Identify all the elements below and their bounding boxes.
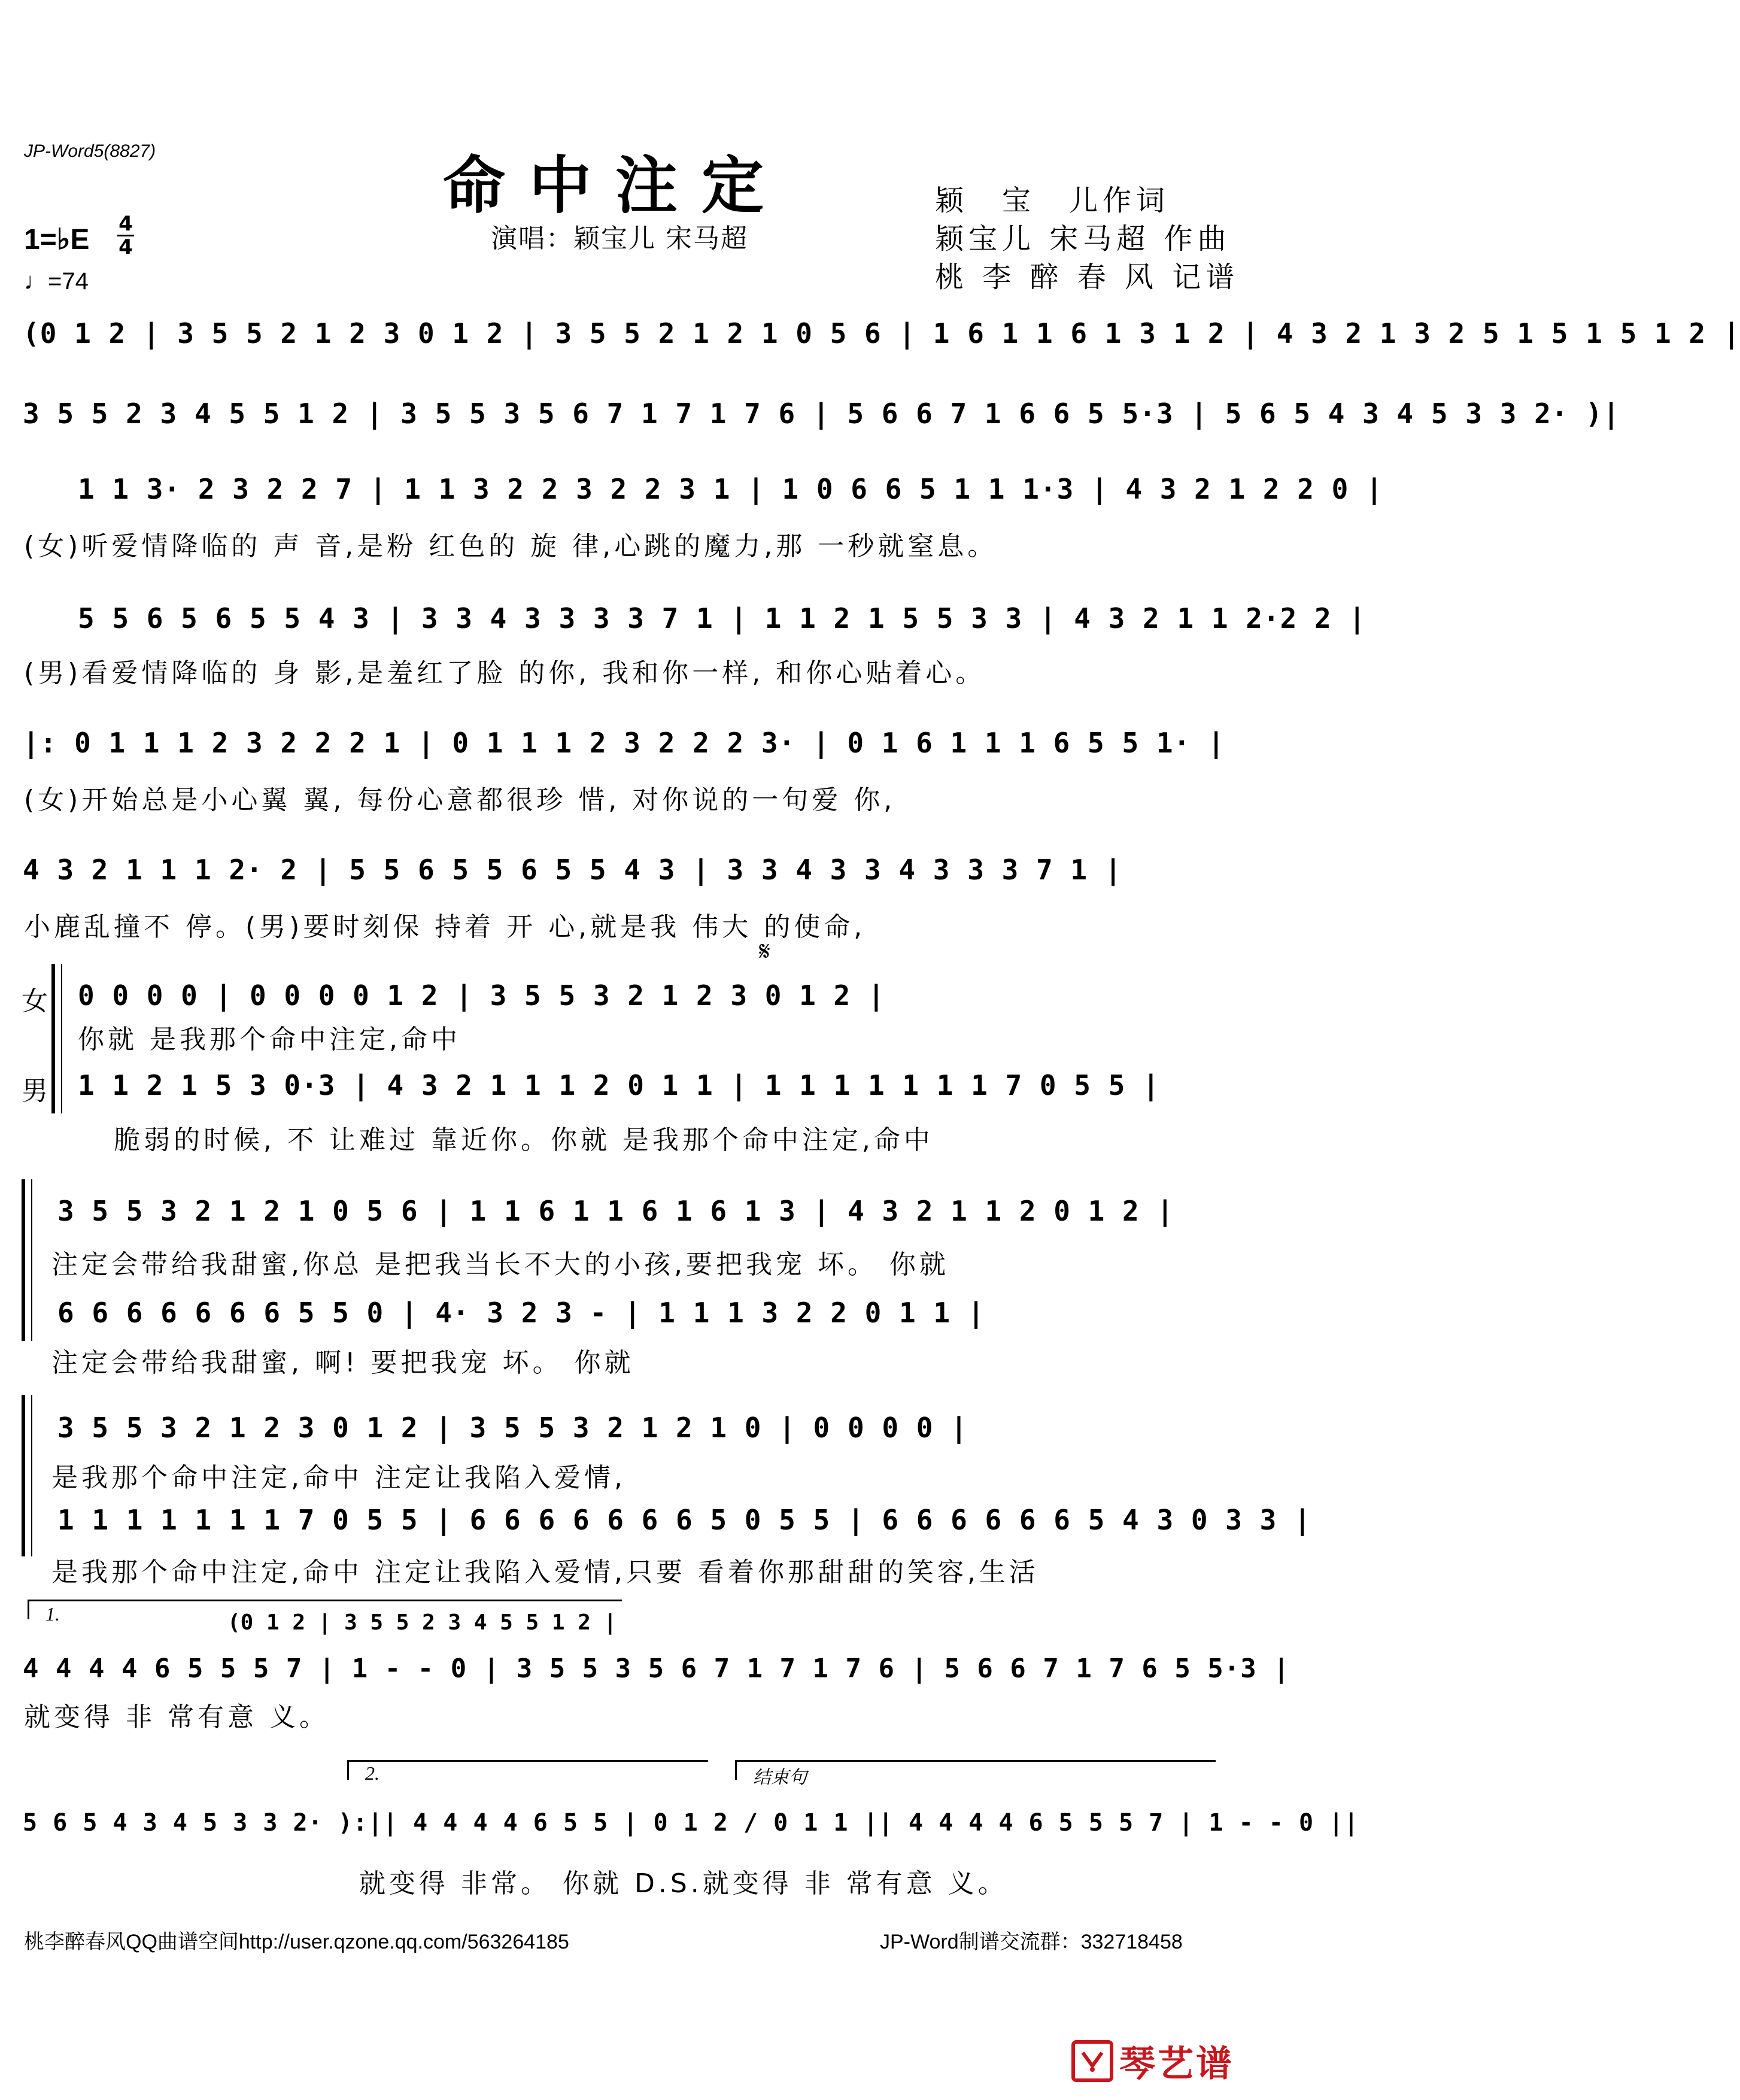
- system-1-female-lyric: 你就 是我那个命中注定,命中: [78, 1024, 461, 1055]
- score-line-4-notes: 5 5 6 5 6 5 5 4 3 | 3 3 4 3 3 3 3 7 1 | 1 1 2 1 5 5 3 3 | 4 3 2 1 1 2·2 2 |: [78, 602, 1367, 635]
- score-line-3-lyric: (女)听爱情降临的 声 音,是粉 红色的 旋 律,心跳的魔力,那 一秒就窒息。: [24, 531, 998, 562]
- system-2-female-lyric: 注定会带给我甜蜜,你总 是把我当长不大的小孩,要把我宠 坏。 你就: [51, 1249, 949, 1280]
- volta-1-lyric: 就变得 非 常有意 义。: [24, 1702, 329, 1732]
- system-3-male-notes: 1 1 1 1 1 1 1 7 0 5 5 | 6 6 6 6 6 6 6 5 0 5 5 | 6 6 6 6 6 6 5 4 3 0 3 3 |: [57, 1504, 1311, 1536]
- score-line-4-lyric: (男)看爱情降临的 身 影,是羞红了脸 的你, 我和你一样, 和你心贴着心。: [24, 658, 986, 688]
- system-2-male-lyric: 注定会带给我甜蜜, 啊! 要把我宠 坏。 你就: [51, 1348, 634, 1378]
- score-line-5-lyric: (女)开始总是小心翼 翼, 每份心意都很珍 惜, 对你说的一句爱 你,: [24, 785, 896, 815]
- system-3-female-lyric: 是我那个命中注定,命中 注定让我陷入爱情,: [51, 1462, 626, 1493]
- system-2-male-notes: 6 6 6 6 6 6 6 5 5 0 | 4· 3 2 3 - | 1 1 1 3 2 2 0 1 1 |: [57, 1297, 985, 1329]
- volta-1-intro-notes: (0 1 2 | 3 5 5 2 3 4 5 5 1 2 |: [227, 1610, 617, 1635]
- logo-glyph: [1079, 2048, 1106, 2074]
- score-line-5-notes: |: 0 1 1 1 2 3 2 2 2 1 | 0 1 1 1 2 3 2 2 2 3· | 0 1 6 1 1 1 6 5 5 1· |: [23, 727, 1225, 759]
- volta-1-notes: 4 4 4 4 6 5 5 5 7 | 1 - - 0 | 3 5 5 3 5 6 7 1 7 1 7 6 | 5 6 6 7 1 7 6 5 5·3 |: [23, 1653, 1290, 1684]
- page-title: 命中注定: [443, 148, 788, 222]
- score-line-1-notes: (0 1 2 | 3 5 5 2 1 2 3 0 1 2 | 3 5 5 2 1 2 1 0 5 6 | 1 6 1 1 6 1 3 1 2 | 4 3 2 1 3 2 5 1 5 1 5 1 2 |: [23, 317, 1740, 350]
- footer-source-link[interactable]: 桃李醉春风QQ曲谱空间http://user.qzone.qq.com/563264185: [24, 1931, 569, 1953]
- volta-2-bracket: [347, 1760, 708, 1780]
- final-line-lyric: 就变得 非常。 你就 D.S.就变得 非 常有意 义。: [359, 1868, 1008, 1899]
- system-1-male-notes: 1 1 2 1 5 3 0·3 | 4 3 2 1 1 1 2 0 1 1 | 1 1 1 1 1 1 1 7 0 5 5 |: [78, 1069, 1160, 1101]
- logo-text: 琴艺谱: [1119, 2043, 1234, 2085]
- system-1-female-notes: 0 0 0 0 | 0 0 0 0 1 2 | 3 5 5 3 2 1 2 3 0 1 2 |: [78, 979, 885, 1012]
- part-label-female: 女: [22, 986, 48, 1016]
- final-line-notes: 5 6 5 4 3 4 5 3 3 2· ):|| 4 4 4 4 6 5 5 | 0 1 2 / 0 1 1 || 4 4 4 4 6 5 5 5 7 | 1 - - 0 ||: [23, 1809, 1359, 1837]
- tempo-marking: ♩=74: [24, 268, 89, 295]
- score-line-6-lyric: 小鹿乱撞不 停。(男)要时刻保 持着 开 心,就是我 伟大 的使命,: [24, 912, 866, 942]
- system-2-female-notes: 3 5 5 3 2 1 2 1 0 5 6 | 1 1 6 1 1 6 1 6 1 3 | 4 3 2 1 1 2 0 1 2 |: [57, 1195, 1174, 1227]
- system-bracket: [51, 964, 55, 1113]
- system-3-female-notes: 3 5 5 3 2 1 2 3 0 1 2 | 3 5 5 3 2 1 2 1 0 | 0 0 0 0 |: [57, 1412, 968, 1444]
- lyricist-credit: 颖 宝 儿作词: [935, 184, 1170, 217]
- volta-2-label: 2.: [365, 1762, 379, 1784]
- score-line-3-notes: 1 1 3· 2 3 2 2 7 | 1 1 3 2 2 3 2 2 3 1 | 1 0 6 6 5 1 1 1·3 | 4 3 2 1 2 2 0 |: [78, 473, 1383, 505]
- score-line-2-notes: 3 5 5 2 3 4 5 5 1 2 | 3 5 5 3 5 6 7 1 7 1 7 6 | 5 6 6 7 1 6 6 5 5·3 | 5 6 5 4 3 4 5 3 3 2· )|: [23, 397, 1620, 430]
- part-label-male: 男: [22, 1076, 48, 1106]
- score-line-6-notes: 4 3 2 1 1 1 2· 2 | 5 5 6 5 5 6 5 5 4 3 | 3 3 4 3 3 4 3 3 3 7 1 |: [23, 854, 1122, 886]
- software-label: JP-Word5(8827): [24, 141, 156, 161]
- system-3-bracket: [22, 1395, 25, 1556]
- system-3-bracket-thin: [31, 1395, 32, 1556]
- time-signature: [117, 213, 134, 258]
- system-2-bracket-thin: [31, 1179, 32, 1341]
- system-3-male-lyric: 是我那个命中注定,命中 注定让我陷入爱情,只要 看着你那甜甜的笑容,生活: [51, 1557, 1039, 1588]
- qinyipu-logo-icon: [1071, 2040, 1113, 2082]
- footer-group-info: JP-Word制谱交流群：332718458: [880, 1931, 1183, 1953]
- system-1-male-lyric: 脆弱的时候, 不 让难过 靠近你。你就 是我那个命中注定,命中: [114, 1125, 934, 1155]
- singer-credit: 演唱：颖宝儿 宋马超: [491, 223, 748, 254]
- system-2-bracket: [22, 1179, 25, 1341]
- volta-1-label: 1.: [45, 1603, 60, 1625]
- key-signature: 1=♭E: [24, 224, 90, 256]
- segno-sign: 𝄋: [759, 936, 770, 967]
- system-bracket-thin: [61, 964, 62, 1113]
- time-sig-top: 4: [119, 212, 133, 236]
- time-sig-bottom: 4: [119, 235, 133, 259]
- composer-credit: 颖宝儿 宋马超 作曲: [935, 222, 1231, 256]
- coda-label: 结束句: [753, 1767, 807, 1788]
- coda-bracket: [735, 1760, 1216, 1780]
- transcriber-credit: 桃 李 醉 春 风 记谱: [935, 260, 1240, 294]
- site-logo: [1071, 2035, 1234, 2087]
